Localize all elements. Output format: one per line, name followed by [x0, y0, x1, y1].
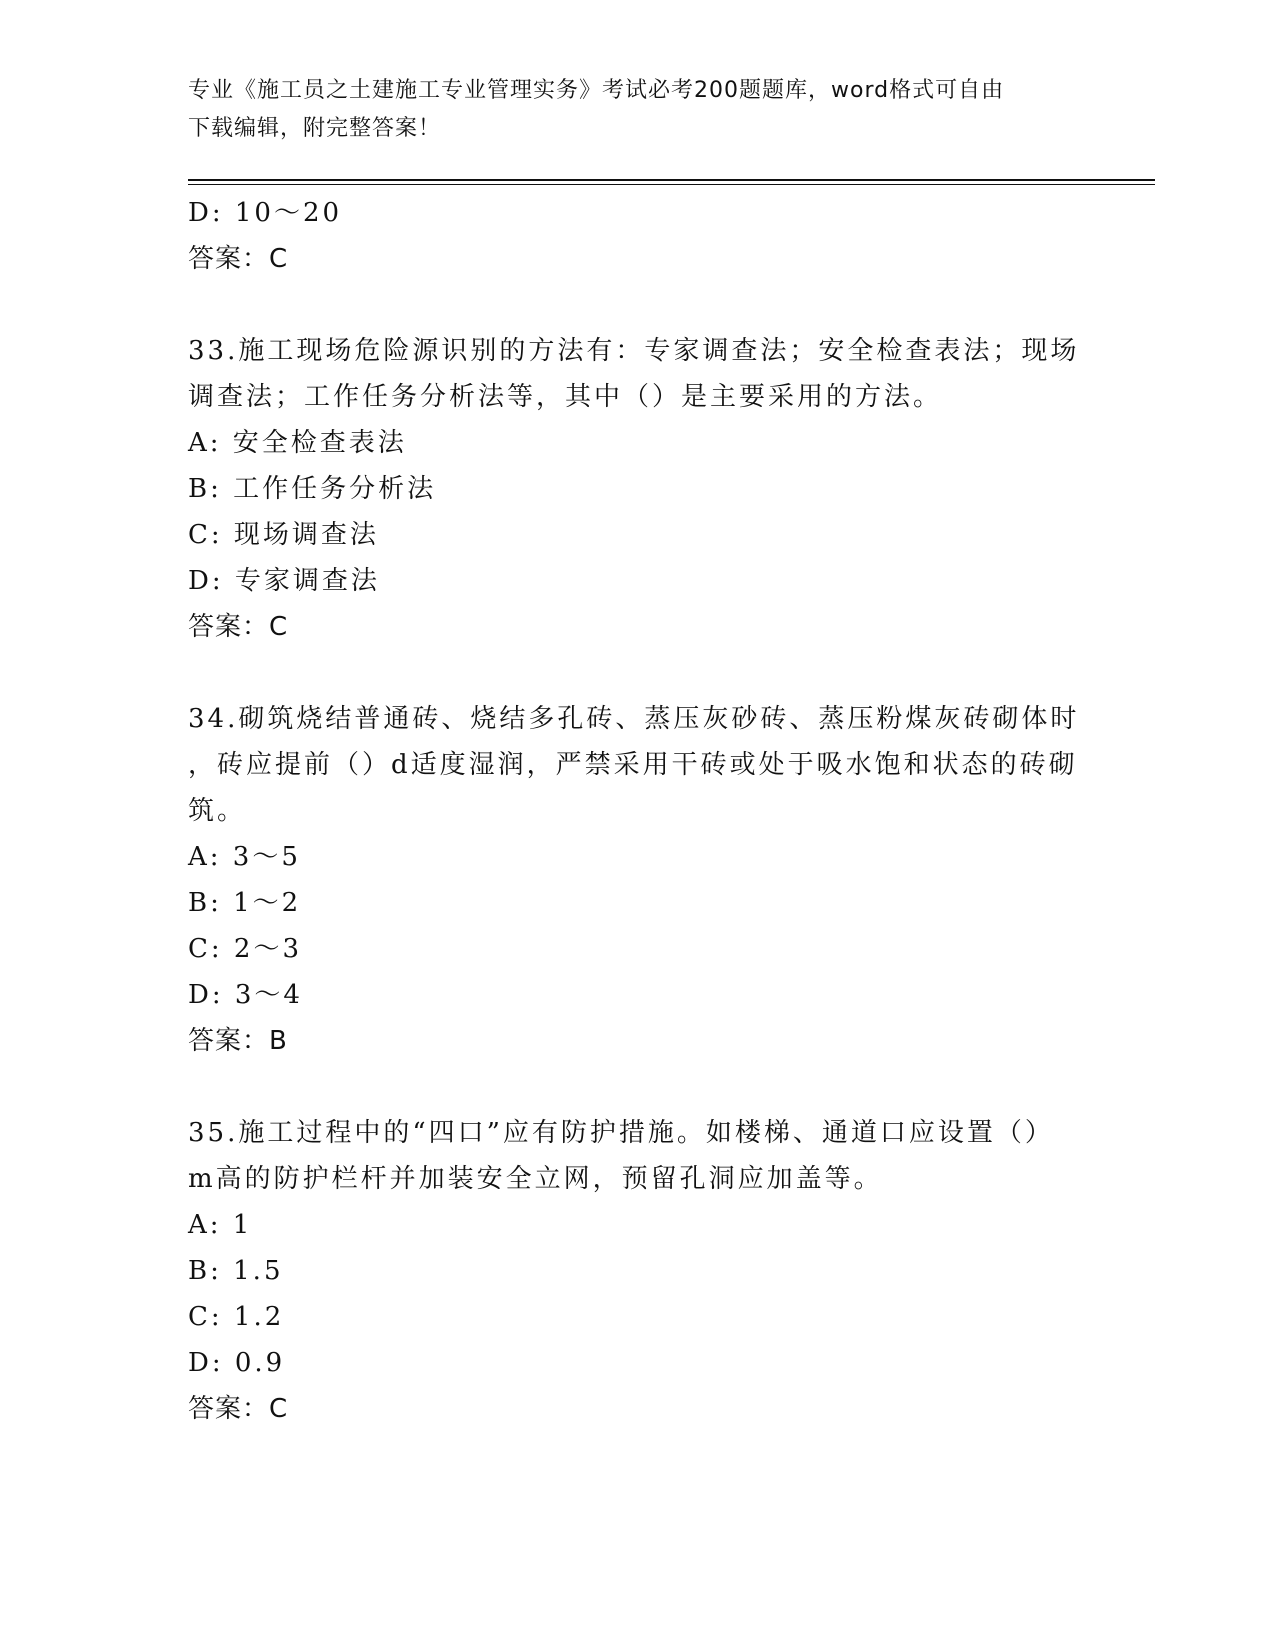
option-a: A: 3～5 [188, 842, 301, 872]
option-c: C: 1.2 [188, 1302, 285, 1332]
header-line-1: 专业《施工员之土建施工专业管理实务》考试必考200题题库，word格式可自由 [188, 78, 1005, 103]
header-divider-thick [188, 179, 1155, 181]
option-b: B: 1～2 [188, 888, 302, 918]
option-b: B: 工作任务分析法 [188, 474, 437, 504]
option-c: C: 2～3 [188, 934, 303, 964]
option-c: C: 现场调查法 [188, 520, 379, 550]
header-line-2: 下载编辑，附完整答案！ [188, 116, 442, 141]
question-text-line: 调查法；工作任务分析法等，其中（）是主要采用的方法。 [188, 382, 943, 412]
document-body [188, 190, 1088, 1432]
question-34 [188, 696, 1088, 1064]
answer-line: 答案：B [188, 1026, 288, 1056]
answer-line: 答案：C [188, 244, 289, 274]
option-d: D: 10～20 [188, 198, 343, 228]
header-divider-thin [188, 184, 1155, 185]
answer-line: 答案：C [188, 612, 289, 642]
previous-question-tail [188, 190, 1088, 282]
question-text-line: 35.施工过程中的“四口”应有防护措施。如楼梯、通道口应设置（） [188, 1118, 1054, 1148]
answer-line: 答案：C [188, 1394, 289, 1424]
question-text-line: 34.砌筑烧结普通砖、烧结多孔砖、蒸压灰砂砖、蒸压粉煤灰砖砌体时 [188, 704, 1080, 734]
question-33 [188, 328, 1088, 650]
option-a: A: 安全检查表法 [188, 428, 407, 458]
option-d: D: 3～4 [188, 980, 303, 1010]
question-text-line: m高的防护栏杆并加装安全立网，预留孔洞应加盖等。 [188, 1164, 883, 1194]
question-text-line: 33.施工现场危险源识别的方法有：专家调查法；安全检查表法；现场 [188, 336, 1080, 366]
option-a: A: 1 [188, 1210, 253, 1240]
option-d: D: 0.9 [188, 1348, 286, 1378]
question-text-line: ，砖应提前（）d适度湿润，严禁采用干砖或处于吸水饱和状态的砖砌 [188, 750, 1078, 780]
question-35 [188, 1110, 1088, 1432]
option-d: D: 专家调查法 [188, 566, 380, 596]
option-b: B: 1.5 [188, 1256, 284, 1286]
question-text-line: 筑。 [188, 796, 247, 826]
document-header [188, 72, 1068, 148]
